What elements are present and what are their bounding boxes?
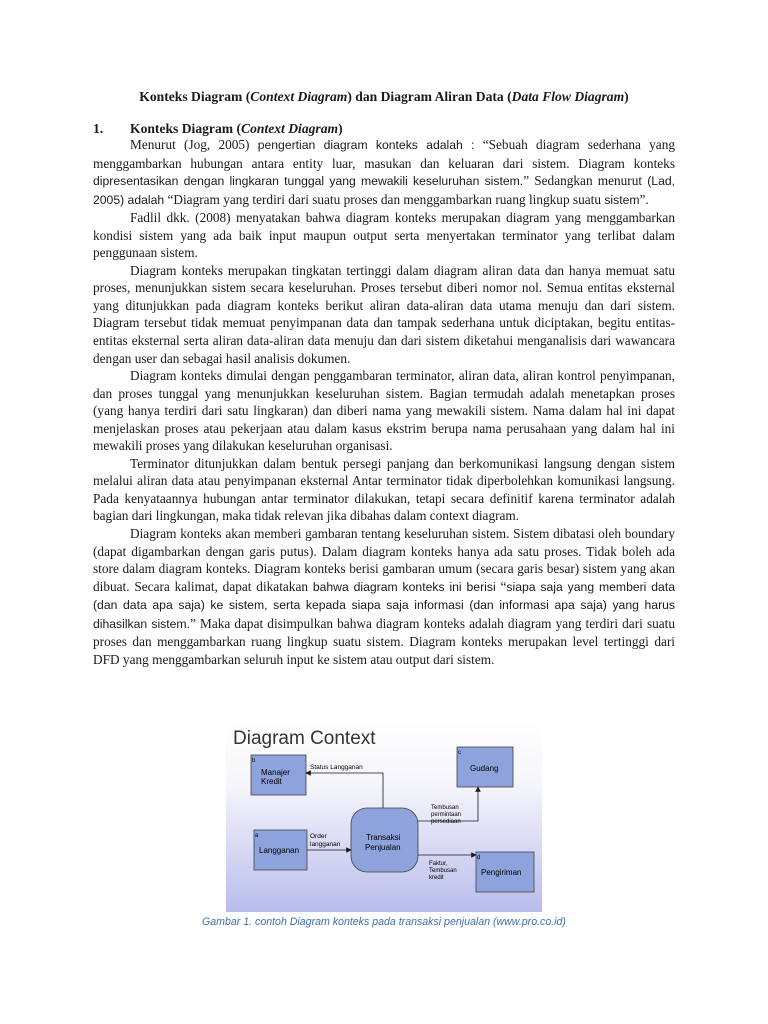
paragraph-4: Diagram konteks dimulai dengan penggambaran terminator, aliran data, aliran kontrol penyimpanan, dan proses tunggal yang menunjukkan keseluruhan sistem. Bagian termudah adalah menetapkan proses (yang hanya terdiri dari satu lingkaran) dan diberi nama yang mewakili sistem. Nama dalam hal ini dapat menjelaskan proses atau pekerjaan atau dalam kasus ekstrim berupa nama perusahaan yang dalam hal ini mewakili proses yang dilakukan keseluruhan organisasi.	[93, 368, 675, 454]
paragraph-1: Menurut (Jog, 2005) pengertian diagram konteks adalah : “Sebuah diagram sederhana yang menggambarkan hubungan antara entity luar, masukan dan keluaran dari sistem. Diagram konteks dipresentasikan dengan lingkaran tunggal yang mewakili keseluruhan sistem.” Sedangkan menurut (Lad, 2005) adalah “Diagram yang terdiri dari suatu proses dan menggambarkan ruang lingkup suatu sistem”.	[93, 137, 676, 207]
svg-text:Manajer: Manajer	[261, 768, 290, 777]
svg-text:persediaan: persediaan	[431, 819, 461, 825]
document-body	[93, 136, 675, 668]
figure-caption: Gambar 1. contoh Diagram konteks pada transaksi penjualan (www.pro.co.id)	[202, 916, 566, 928]
entity-gudang	[457, 747, 513, 787]
entity-pengiriman	[476, 852, 534, 892]
svg-text:permintaan: permintaan	[431, 812, 462, 818]
paragraph-5: Terminator ditunjukkan dalam bentuk persegi panjang dan berkomunikasi langsung dengan sistem melalui aliran data atau penyimpanan eksternal Antar terminator tidak diperbolehkan komunikasi langsung. Pada kenyataannya hubungan antar terminator dilakukan, tetapi secara definitif karena terminator adalah bagian dari lingkungan, maka tidak relevan jika dibahas dalam context diagram.	[93, 455, 675, 524]
svg-text:c: c	[458, 750, 461, 756]
section-number: 1.	[93, 121, 104, 136]
svg-text:Pengiriman: Pengiriman	[481, 868, 522, 877]
paragraph-3: Diagram konteks merupakan tingkatan tertinggi dalam diagram aliran data dan hanya memuat satu proses, menunjukkan sistem secara keseluruhan. Proses tersebut diberi nomor nol. Semua entitas eksternal yang ditunjukkan pada diagram konteks berikut aliran data-aliran data utama menuju dan dari sistem. Diagram tersebut tidak memuat penyimpanan data dan tampak sederhana untuk diciptakan, begitu entitas-entitas eksternal serta aliran data-aliran data menuju dan dari sistem diketahui menganalisis dari wawancara dengan user dan sebagai hasil analisis dokumen.	[93, 262, 675, 366]
svg-text:Kredit: Kredit	[261, 777, 282, 786]
svg-text:Langganan: Langganan	[259, 846, 300, 855]
svg-text:b: b	[252, 758, 256, 764]
paragraph-2: Fadlil dkk. (2008) menyatakan bahwa diagram konteks merupakan diagram yang menggambarkan kondisi sistem yang ada baik input maupun output serta menyertakan terminator yang terlibat dalam penggunaan sistem.	[93, 210, 675, 261]
entity-manajer-kredit	[251, 755, 306, 795]
process-transaksi-penjualan	[351, 808, 418, 872]
document-title: Konteks Diagram (Context Diagram) dan Diagram Aliran Data (Data Flow Diagram)	[139, 89, 629, 104]
svg-text:Status Langganan: Status Langganan	[310, 764, 363, 771]
svg-text:Tembusan: Tembusan	[429, 868, 457, 874]
svg-text:Transaksi: Transaksi	[366, 833, 401, 842]
entity-langganan	[254, 830, 307, 870]
svg-text:kredit: kredit	[429, 875, 444, 881]
svg-text:a: a	[255, 833, 259, 839]
figure-title: Diagram Context	[233, 728, 376, 749]
svg-text:Faktur,: Faktur,	[429, 861, 448, 867]
svg-text:langganan: langganan	[310, 841, 341, 848]
section-heading: 1. Konteks Diagram (Context Diagram)	[93, 121, 343, 136]
context-diagram-figure	[226, 722, 542, 912]
svg-text:d: d	[477, 855, 481, 861]
svg-text:Penjualan: Penjualan	[365, 843, 401, 852]
svg-text:Gudang: Gudang	[470, 764, 499, 773]
svg-text:Tembusan: Tembusan	[431, 805, 459, 811]
svg-text:Order: Order	[310, 833, 327, 840]
paragraph-6: Diagram konteks akan memberi gambaran tentang keseluruhan sistem. Sistem dibatasi oleh boundary (dapat digambarkan dengan garis putus). Dalam diagram konteks hanya ada satu proses. Tidak boleh ada store dalam diagram konteks. Diagram konteks berisi gambaran umum (secara garis besar) sistem yang akan dibuat. Secara kalimat, dapat dikatakan bahwa diagram konteks ini berisi “siapa saja yang memberi data (dan data apa saja) ke sistem, serta kepada siapa saja informasi (dan informasi apa saja) yang harus dihasilkan sistem.” Maka dapat disimpulkan bahwa diagram konteks adalah diagram yang terdiri dari suatu proses dan menggambarkan ruang lingkup suatu sistem. Diagram konteks merupakan level tertinggi dari DFD yang menggambarkan seluruh input ke sistem atau output dari sistem.	[93, 526, 676, 667]
